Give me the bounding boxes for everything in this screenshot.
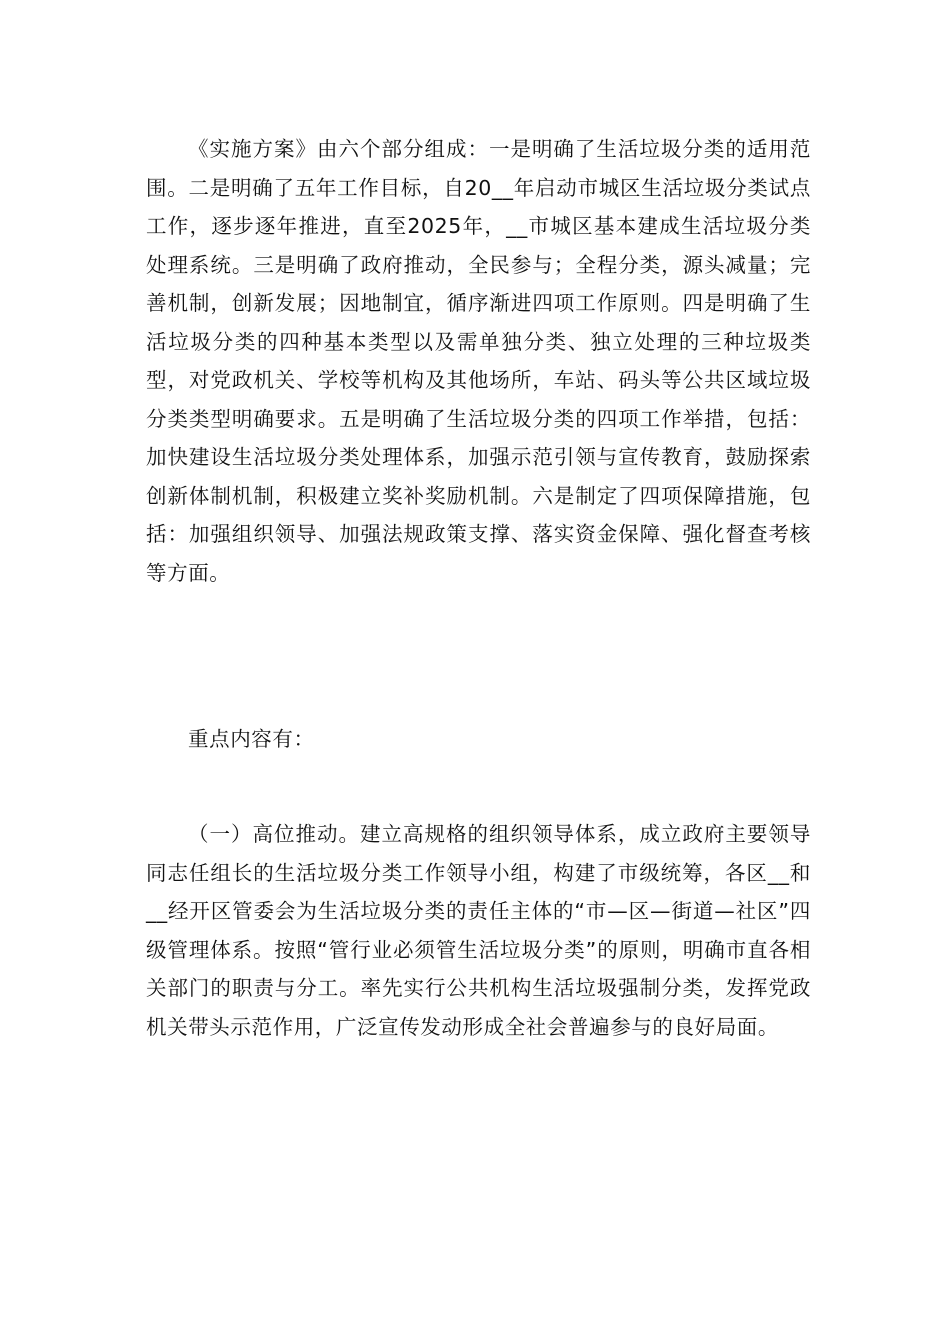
paragraph-implementation-plan: 《实施方案》由六个部分组成：一是明确了生活垃圾分类的适用范围。二是明确了五年工作目标，自20__年启动市城区生活垃圾分类试点工作，逐步逐年推进，直至2025年，__市城区基本建成生活垃圾分类处理系统。三是明确了政府推动，全民参与；全程分类，源头减量；完善机制，创新发展；因地制宜，循序渐进四项工作原则。四是明确了生活垃圾分类的四种基本类型以及需单独分类、独立处理的三种垃圾类型，对党政机关、学校等机构及其他场所，车站、码头等公共区域垃圾分类类型明确要求。五是明确了生活垃圾分类的四项工作举措，包括：加快建设生活垃圾分类处理体系，加强示范引领与宣传教育，鼓励探索创新体制机制，积极建立奖补奖励机制。六是制定了四项保障措施，包括：加强组织领导、加强法规政策支撑、落实资金保障、强化督查考核等方面。: [146, 137, 811, 585]
paragraph-key-content-heading: 重点内容有：: [188, 727, 315, 751]
paragraph-high-level-promotion: （一）高位推动。建立高规格的组织领导体系，成立政府主要领导同志任组长的生活垃圾分类工作领导小组，构建了市级统筹，各区__和__经开区管委会为生活垃圾分类的责任主体的“市—区—街道—社区”四级管理体系。按照“管行业必须管生活垃圾分类”的原则，明确市直各相关部门的职责与分工。率先实行公共机构生活垃圾强制分类，发挥党政机关带头示范作用，广泛宣传发动形成全社会普遍参与的良好局面。: [146, 822, 811, 1039]
